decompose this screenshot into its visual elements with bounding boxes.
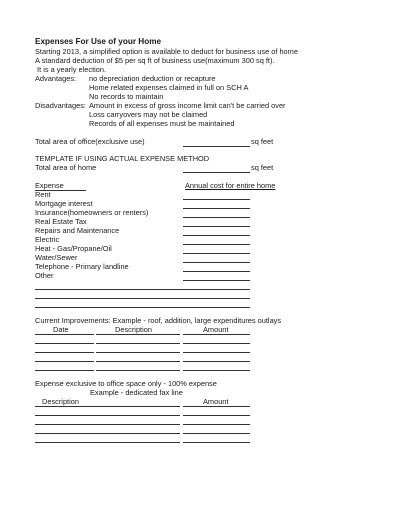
office-only-amount-field[interactable] xyxy=(183,415,250,416)
expense-amount-field[interactable] xyxy=(183,271,250,272)
expense-amount-field[interactable] xyxy=(183,199,250,200)
expense-row-label: Heat - Gas/Propane/Oil xyxy=(35,244,112,253)
advantage-item: Home related expenses claimed in full on SCH A xyxy=(89,83,249,92)
improvement-description-field[interactable] xyxy=(96,370,180,371)
expense-row-label: Telephone - Primary landline xyxy=(35,262,129,271)
office-only-amount-field[interactable] xyxy=(183,424,250,425)
annual-cost-header: Annual cost for entire home xyxy=(185,181,276,190)
office-area-unit: sq feet xyxy=(251,137,274,146)
expense-amount-field[interactable] xyxy=(183,253,250,254)
improvement-amount-field[interactable] xyxy=(183,334,250,335)
improvement-amount-field[interactable] xyxy=(183,361,250,362)
expense-row-label: Mortgage interest xyxy=(35,199,93,208)
advantages-label: Advantages: xyxy=(35,74,77,83)
office-area-label: Total area of office(exclusive use) xyxy=(35,137,145,146)
expense-amount-field[interactable] xyxy=(183,226,250,227)
expense-amount-field[interactable] xyxy=(183,235,250,236)
page-title: Expenses For Use of your Home xyxy=(35,37,162,46)
improvement-description-field[interactable] xyxy=(96,334,180,335)
improvements-date-header: Date xyxy=(53,325,69,334)
expense-amount-field[interactable] xyxy=(183,208,250,209)
disadvantage-item: Loss carryovers may not be claimed xyxy=(89,110,208,119)
expense-header: Expense xyxy=(35,182,86,191)
office-only-heading: Expense exclusive to office space only - 100% expense xyxy=(35,379,217,388)
office-only-amount-header: Amount xyxy=(203,397,229,406)
expense-row-label: Rent xyxy=(35,190,51,199)
disadvantage-item: Records of all expenses must be maintained xyxy=(89,119,235,128)
expense-row-label: Repairs and Maintenance xyxy=(35,226,120,235)
advantage-item: No records to maintain xyxy=(89,92,164,101)
other-expense-line[interactable] xyxy=(35,307,250,308)
office-only-amount-field[interactable] xyxy=(183,406,250,407)
improvement-date-field[interactable] xyxy=(35,352,94,353)
home-area-field[interactable] xyxy=(183,172,250,173)
expense-amount-field[interactable] xyxy=(183,262,250,263)
office-only-description-header: Description xyxy=(42,397,79,406)
disadvantages-label: Disadvantages: xyxy=(35,101,86,110)
advantage-item: no depreciation deduction or recapture xyxy=(89,74,216,83)
improvement-description-field[interactable] xyxy=(96,361,180,362)
actual-method-heading: TEMPLATE IF USING ACTUAL EXPENSE METHOD xyxy=(35,154,210,163)
improvements-amount-header: Amount xyxy=(203,325,229,334)
improvement-date-field[interactable] xyxy=(35,370,94,371)
expense-amount-field[interactable] xyxy=(183,217,250,218)
improvement-date-field[interactable] xyxy=(35,343,94,344)
office-only-description-field[interactable] xyxy=(35,424,180,425)
expense-row-label: Insurance(homeowners or renters) xyxy=(35,208,149,217)
home-area-unit: sq feet xyxy=(251,163,274,172)
office-only-amount-field[interactable] xyxy=(183,442,250,443)
disadvantage-item: Amount in excess of gross income limit can't be carried over xyxy=(89,101,286,110)
expense-row-label: Electric xyxy=(35,235,60,244)
improvement-description-field[interactable] xyxy=(96,343,180,344)
improvement-amount-field[interactable] xyxy=(183,370,250,371)
other-expense-line[interactable] xyxy=(35,298,250,299)
improvement-amount-field[interactable] xyxy=(183,352,250,353)
improvement-amount-field[interactable] xyxy=(183,343,250,344)
expense-amount-field[interactable] xyxy=(183,244,250,245)
office-area-field[interactable] xyxy=(183,146,250,147)
intro-line: A standard deduction of $5 per sq ft of business use(maximum 300 sq ft). xyxy=(35,56,275,65)
improvement-date-field[interactable] xyxy=(35,334,94,335)
other-expense-line[interactable] xyxy=(35,289,250,290)
improvement-description-field[interactable] xyxy=(96,352,180,353)
home-area-label: Total area of home xyxy=(35,163,97,172)
office-only-description-field[interactable] xyxy=(35,433,180,434)
intro-line: It is a yearly election. xyxy=(35,65,107,74)
improvements-heading: Current Improvements: Example - roof, addition, large expenditures outlays xyxy=(35,316,282,325)
expense-amount-field[interactable] xyxy=(183,280,250,281)
intro-line: Starting 2013, a simplified option is available to deduct for business use of home xyxy=(35,47,298,56)
expense-row-label: Water/Sewer xyxy=(35,253,78,262)
expense-row-label: Real Estate Tax xyxy=(35,217,87,226)
office-only-description-field[interactable] xyxy=(35,442,180,443)
office-only-amount-field[interactable] xyxy=(183,433,250,434)
improvement-date-field[interactable] xyxy=(35,361,94,362)
office-only-example: Example - dedicated fax line xyxy=(90,388,183,397)
improvements-description-header: Description xyxy=(115,325,152,334)
expense-row-label: Other xyxy=(35,271,54,280)
office-only-description-field[interactable] xyxy=(35,415,180,416)
office-only-description-field[interactable] xyxy=(35,406,180,407)
